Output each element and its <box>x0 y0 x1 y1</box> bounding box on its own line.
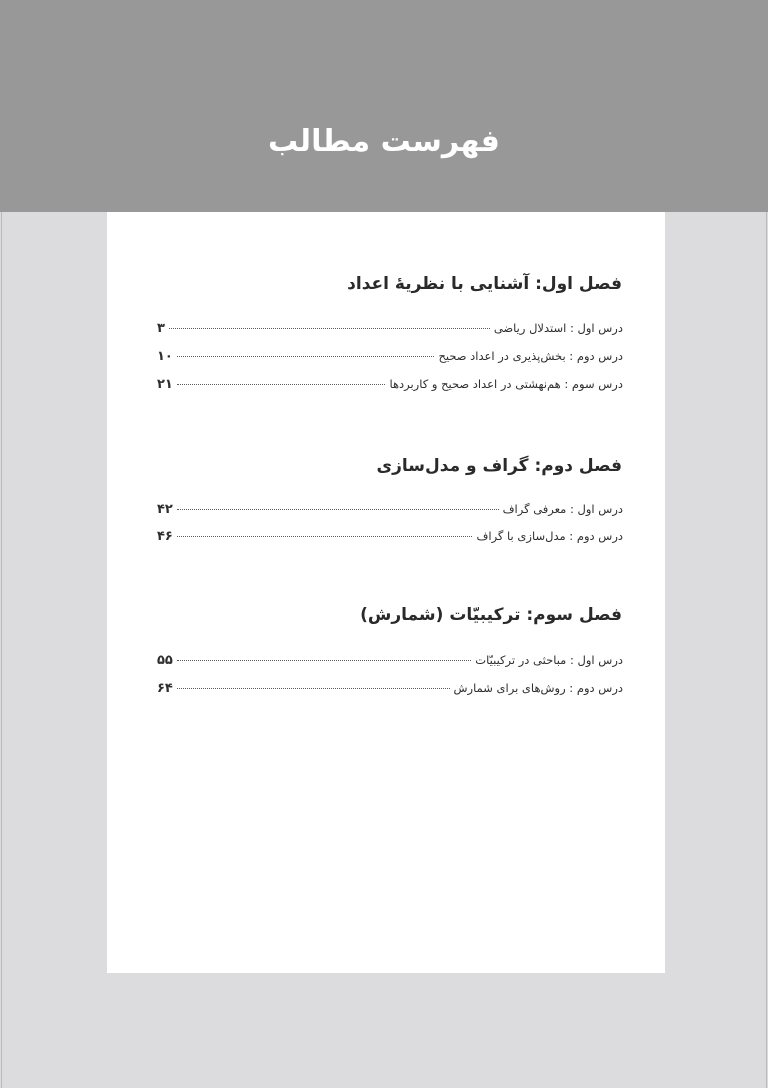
chapter-title: فصل دوم: گراف و مدل‌سازی <box>376 456 622 476</box>
lesson-label: درس دوم : مدل‌سازی با گراف <box>476 529 623 543</box>
page-title: فهرست مطالب <box>268 124 500 159</box>
dot-leader <box>177 535 473 537</box>
page-number: ۲۱ <box>157 377 173 392</box>
page-number: ۳ <box>157 321 165 336</box>
header-band <box>0 0 768 212</box>
toc-entry-chapter3-lesson2[interactable] <box>157 681 623 701</box>
lesson-label: درس سوم : هم‌نهشتی در اعداد صحیح و کاربردها <box>389 377 623 391</box>
toc-entry-chapter2-lesson2[interactable] <box>157 529 623 549</box>
dot-leader <box>169 327 490 329</box>
lesson-label: درس اول : استدلال ریاضی <box>493 321 623 335</box>
page-number: ۱۰ <box>157 349 173 364</box>
page-number: ۴۶ <box>157 529 173 544</box>
page-number: ۵۵ <box>157 653 173 668</box>
toc-entry-chapter2-lesson1[interactable] <box>157 502 623 522</box>
lesson-label: درس دوم : روش‌های برای شمارش <box>453 681 623 695</box>
toc-entry-chapter1-lesson3[interactable] <box>157 377 623 397</box>
dot-leader <box>177 383 386 385</box>
dot-leader <box>177 508 499 510</box>
chapter-title: فصل اول: آشنایی با نظریهٔ اعداد <box>347 274 622 294</box>
toc-entry-chapter1-lesson2[interactable] <box>157 349 623 369</box>
dot-leader <box>177 659 471 661</box>
toc-entry-chapter1-lesson1[interactable] <box>157 321 623 341</box>
page-number: ۶۴ <box>157 681 173 696</box>
page-number: ۴۲ <box>157 502 173 517</box>
lesson-label: درس اول : معرفی گراف <box>502 502 623 516</box>
dot-leader <box>177 687 450 689</box>
lesson-label: درس اول : مباحثی در ترکیبیّات <box>475 653 623 667</box>
dot-leader <box>177 355 435 357</box>
toc-sheet <box>107 212 665 973</box>
lesson-label: درس دوم : بخش‌پذیری در اعداد صحیح <box>438 349 623 363</box>
toc-entry-chapter3-lesson1[interactable] <box>157 653 623 673</box>
chapter-title: فصل سوم: ترکیبیّات (شمارش) <box>360 605 622 625</box>
